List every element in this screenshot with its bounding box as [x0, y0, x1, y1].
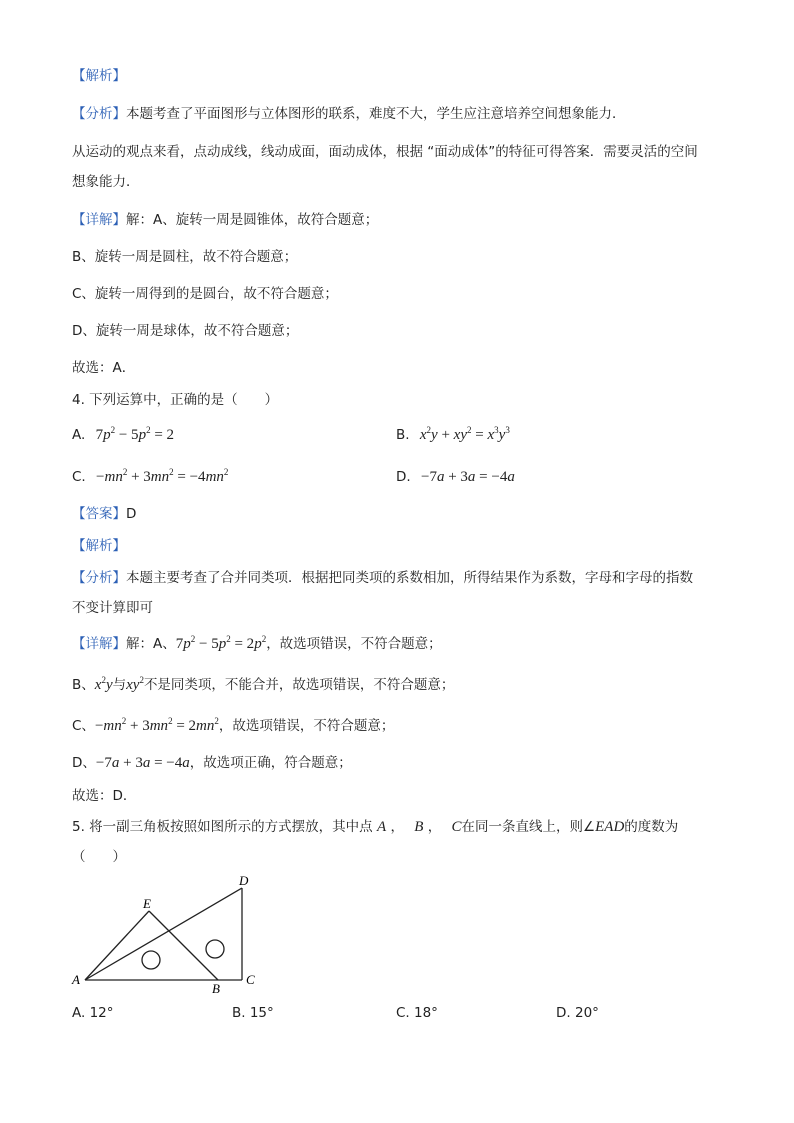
- q4-detail-b-formula1: $x^2y$: [94, 675, 113, 693]
- q4-option-a-letter: A.: [72, 427, 86, 443]
- q3-conclusion: 故选：A．: [72, 360, 136, 376]
- q3-analysis: [72, 104, 626, 124]
- q5-point-a: A: [376, 819, 387, 835]
- q4-option-a-formula: $7p^2 - 5p^2 = 2$: [95, 425, 175, 443]
- q4-detail-d-prefix: D、: [72, 755, 96, 771]
- q4-analysis-line1: [72, 568, 693, 588]
- q4-fenxi-line1: 本题主要考查了合并同类项．根据把同类项的系数相加，所得结果作为系数，字母和字母的指数: [126, 570, 693, 586]
- q3-para-line2: 想象能力．: [72, 174, 140, 190]
- q4-detail-c-prefix: C、: [72, 718, 95, 734]
- q5-question-end: 的度数为: [624, 819, 679, 835]
- q4-answer-tag: 【答案】: [72, 506, 126, 522]
- q3-detail-b: B、旋转一周是圆柱，故不符合题意；: [72, 249, 298, 265]
- q4-answer-line: [72, 504, 136, 524]
- q3-para-line1: 从运动的观点来看，点动成线，线动成面，面动成体，根据 “面动成体”的特征可得答案．需要灵活的空间: [72, 144, 698, 160]
- q5-triangle-figure: [70, 868, 270, 1002]
- q4-xiangjie-tag: 【详解】: [72, 636, 126, 652]
- q4-option-a: [72, 425, 174, 445]
- q5-sep1: ，: [390, 819, 404, 835]
- q4-fenxi-line2: 不变计算即可: [72, 600, 153, 616]
- q4-detail-a-prefix: 解：A、: [126, 636, 176, 652]
- triangle-hole-right: [206, 940, 224, 958]
- segment-eb: [149, 911, 218, 980]
- q3-detail-d: D、旋转一周是球体，故不符合题意；: [72, 323, 299, 339]
- q4-option-d-formula: −7a + 3a = −4a: [420, 469, 515, 485]
- segment-ad: [85, 888, 242, 980]
- q5-point-b: B: [414, 819, 424, 835]
- q4-detail-d: [72, 753, 352, 773]
- q4-option-d: [396, 467, 515, 487]
- figure-label-b: B: [212, 981, 220, 996]
- q5-question-text2: 在同一条直线上，则∠: [461, 819, 596, 835]
- q4-fenxi-tag: 【分析】: [72, 570, 126, 586]
- q4-detail-a-suffix: ，故选项错误，不符合题意；: [266, 636, 442, 652]
- q4-detail-a-formula: $7p^2 - 5p^2 = 2p^2$: [175, 634, 267, 652]
- figure-label-d: D: [239, 873, 249, 888]
- q4-detail-a: [72, 634, 442, 654]
- q4-option-b: [396, 425, 510, 445]
- q4-option-b-formula: $x^2y + xy^2 = x^3y^3$: [419, 425, 510, 443]
- q5-option-c: C. 18°: [396, 1005, 438, 1021]
- segment-ae: [85, 911, 149, 980]
- q4-detail-c: [72, 716, 394, 736]
- q4-detail-c-suffix: ，故选项错误，不符合题意；: [218, 718, 395, 734]
- q4-detail-d-suffix: ，故选项正确，符合题意；: [189, 755, 352, 771]
- q5-angle-name: EAD: [595, 819, 625, 835]
- q4-option-b-letter: B.: [396, 427, 410, 443]
- q3-detail-c: C、旋转一周得到的是圆台，故不符合题意；: [72, 286, 338, 302]
- figure-label-e: E: [143, 896, 151, 911]
- triangle-hole-left: [142, 951, 160, 969]
- q5-option-d: D. 20°: [556, 1005, 599, 1021]
- q3-fenxi-tag: 【分析】: [72, 106, 126, 122]
- figure-label-c: C: [246, 972, 255, 987]
- q4-option-c: [72, 467, 228, 487]
- q4-answer: D: [126, 506, 137, 522]
- q4-detail-b-prefix: B、: [72, 677, 95, 693]
- q4-option-c-formula: $-mn^2 + 3mn^2 = -4mn^2$: [96, 467, 229, 485]
- q5-question-line1: [72, 817, 678, 837]
- q3-jiexi-tag: 【解析】: [72, 68, 126, 84]
- q4-detail-b-mid: 与: [112, 677, 127, 693]
- q5-point-c: C: [451, 819, 462, 835]
- q5-sep2: ，: [427, 819, 442, 835]
- q5-option-b: B. 15°: [232, 1005, 274, 1021]
- q5-option-a: A. 12°: [72, 1005, 114, 1021]
- q4-question: 4. 下列运算中，正确的是（ ）: [72, 392, 279, 408]
- q3-detail-a-line: [72, 210, 378, 230]
- q5-question-text1: 5. 将一副三角板按照如图所示的方式摆放，其中点: [72, 819, 373, 835]
- q4-option-d-letter: D.: [396, 469, 411, 485]
- q4-detail-b: [72, 675, 454, 695]
- q4-detail-b-suffix: 不是同类项，不能合并，故选项错误，不符合题意；: [143, 677, 455, 693]
- q4-conclusion: 故选：D．: [72, 788, 137, 804]
- q3-fenxi-text: 本题考查了平面图形与立体图形的联系，难度不大，学生应注意培养空间想象能力．: [126, 106, 626, 122]
- q4-detail-c-formula: $-mn^2 + 3mn^2 = 2mn^2$: [94, 716, 219, 734]
- q4-jiexi-tag: 【解析】: [72, 538, 126, 554]
- q3-xiangjie-tag: 【详解】: [72, 212, 126, 228]
- figure-label-a: A: [72, 972, 80, 987]
- q3-detail-a: 解：A、旋转一周是圆锥体，故符合题意；: [126, 212, 379, 228]
- q4-detail-b-formula2: $xy^2$: [126, 675, 144, 693]
- q4-option-c-letter: C.: [72, 469, 86, 485]
- q5-question-line2: （ ）: [72, 849, 126, 865]
- q4-detail-d-formula: −7a + 3a = −4a: [95, 755, 190, 771]
